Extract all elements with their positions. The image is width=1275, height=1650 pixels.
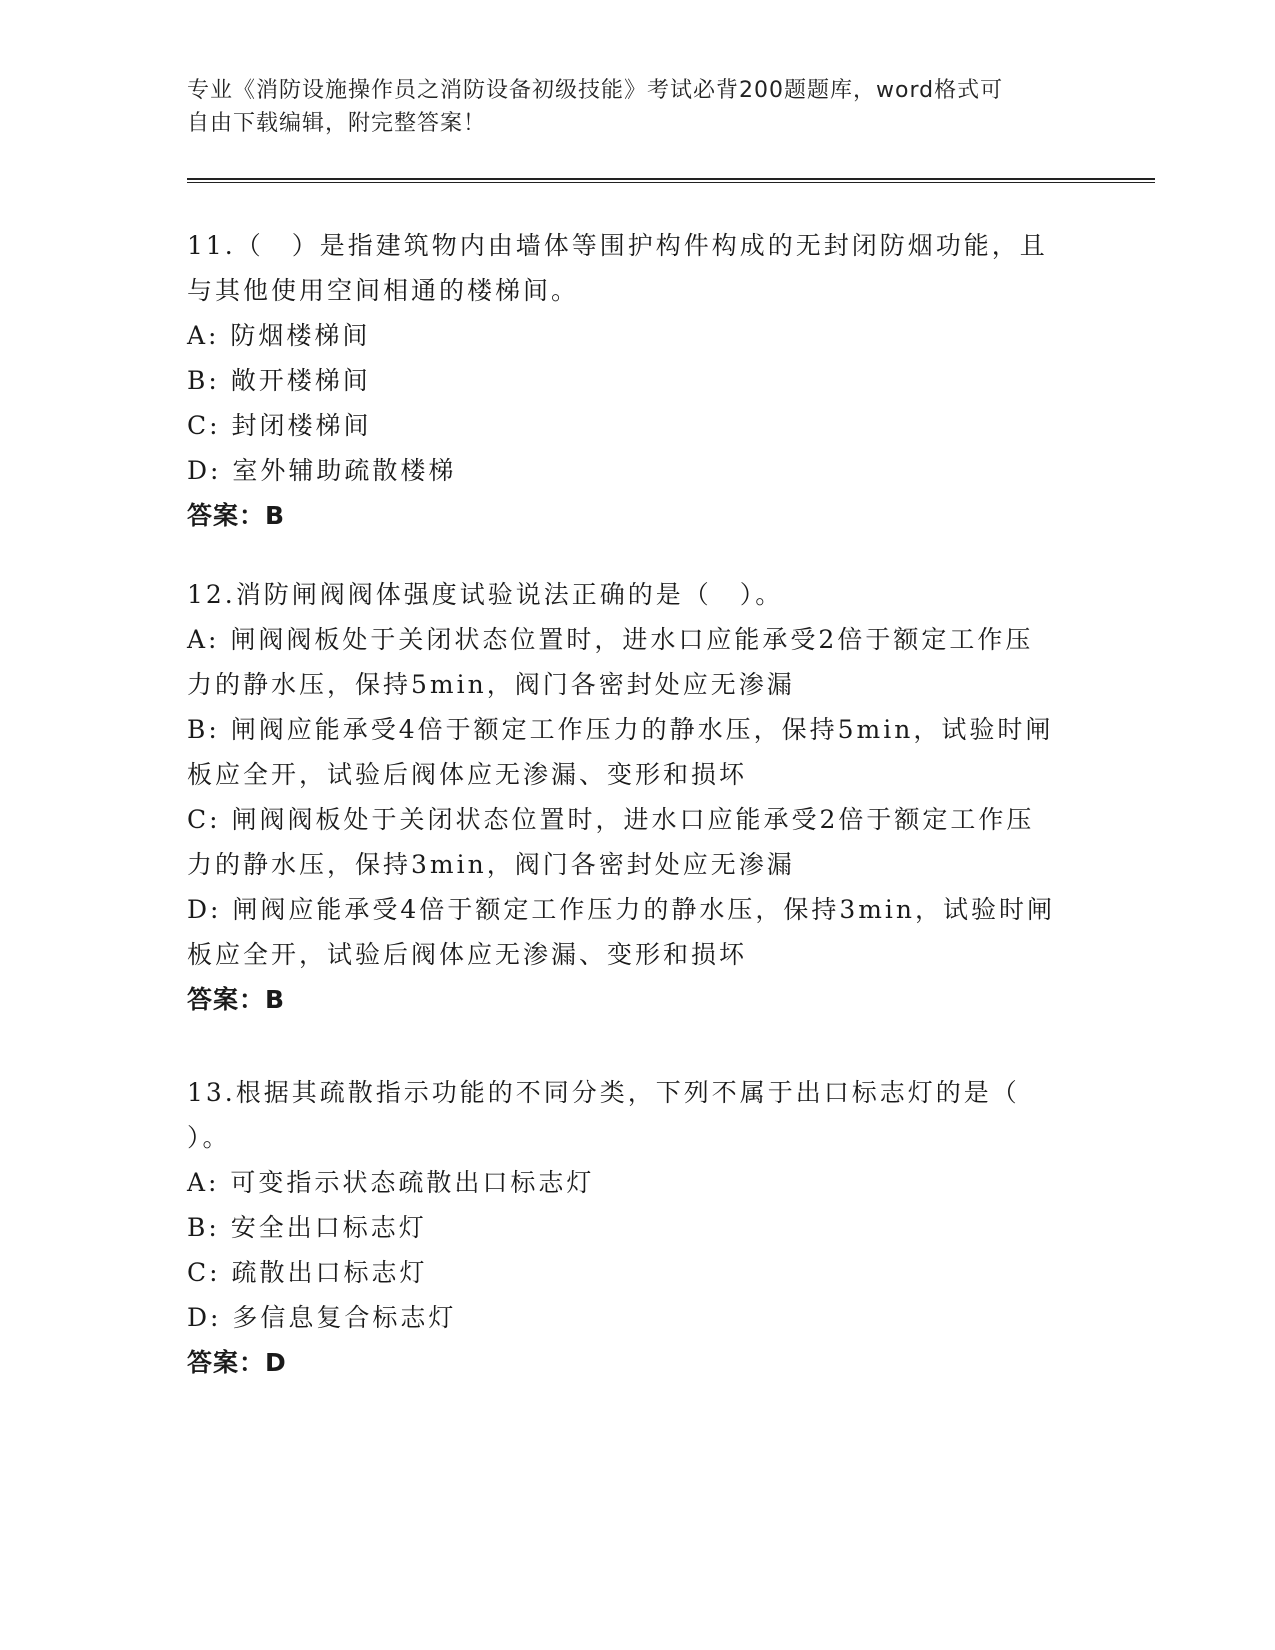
question-11 <box>187 223 1087 538</box>
header-divider <box>187 178 1155 183</box>
option-b: B: 敞开楼梯间 <box>187 366 371 395</box>
answer: 答案：B <box>187 501 286 530</box>
option-a: A: 防烟楼梯间 <box>187 321 371 350</box>
option-c: C: 闸阀阀板处于关闭状态位置时，进水口应能承受2倍于额定工作压 <box>187 805 1035 834</box>
option-a: A: 可变指示状态疏散出口标志灯 <box>187 1168 595 1197</box>
answer: 答案：B <box>187 985 286 1014</box>
option-d: D: 闸阀应能承受4倍于额定工作压力的静水压，保持3min，试验时闸 <box>187 895 1056 924</box>
option-a: A: 闸阀阀板处于关闭状态位置时，进水口应能承受2倍于额定工作压 <box>187 625 1034 654</box>
header-line-2: 自由下载编辑，附完整答案！ <box>187 111 487 136</box>
option-c: C: 疏散出口标志灯 <box>187 1258 428 1287</box>
option-d: D: 室外辅助疏散楼梯 <box>187 456 457 485</box>
option-b: B: 闸阀应能承受4倍于额定工作压力的静水压，保持5min，试验时闸 <box>187 715 1054 744</box>
question-stem: 13.根据其疏散指示功能的不同分类，下列不属于出口标志灯的是（ <box>187 1078 1020 1107</box>
question-stem: 11.（ ）是指建筑物内由墙体等围护构件构成的无封闭防烟功能，且 <box>187 231 1048 260</box>
option-c: C: 封闭楼梯间 <box>187 411 372 440</box>
option-b: B: 安全出口标志灯 <box>187 1213 427 1242</box>
option-b-continued: 板应全开，试验后阀体应无渗漏、变形和损坏 <box>187 760 748 789</box>
document-header <box>187 74 1067 140</box>
answer: 答案：D <box>187 1348 287 1377</box>
option-c-continued: 力的静水压，保持3min，阀门各密封处应无渗漏 <box>187 850 795 879</box>
option-d-continued: 板应全开，试验后阀体应无渗漏、变形和损坏 <box>187 940 748 969</box>
question-stem: 与其他使用空间相通的楼梯间。 <box>187 276 580 305</box>
option-a-continued: 力的静水压，保持5min，阀门各密封处应无渗漏 <box>187 670 795 699</box>
question-13 <box>187 1070 1087 1385</box>
option-d: D: 多信息复合标志灯 <box>187 1303 457 1332</box>
question-stem: ）。 <box>187 1123 231 1152</box>
question-stem: 12.消防闸阀阀体强度试验说法正确的是（ ）。 <box>187 580 784 609</box>
question-12 <box>187 572 1087 1022</box>
header-line-1: 专业《消防设施操作员之消防设备初级技能》考试必背200题题库，word格式可 <box>187 78 1004 103</box>
